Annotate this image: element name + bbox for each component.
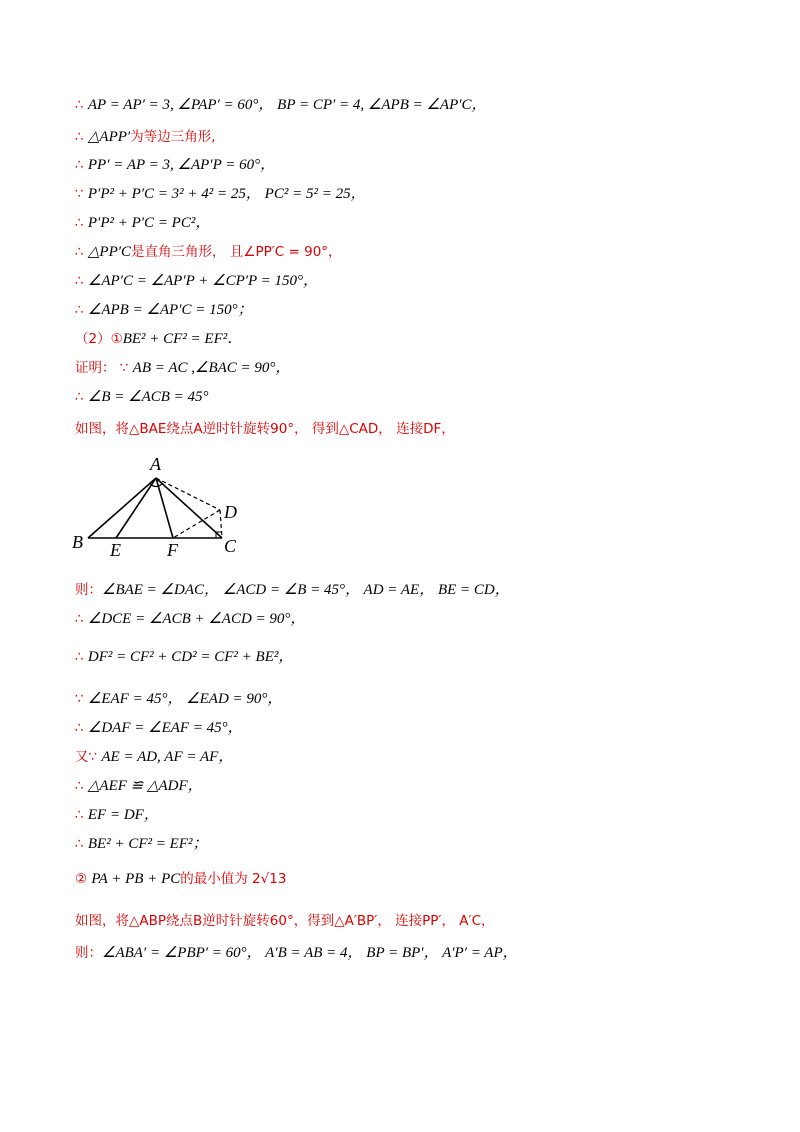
proof-line-8 — [75, 297, 253, 323]
proof-line-10 — [75, 355, 290, 381]
proof-text: △BAE绕点A逆时针旋转90°， 得到△CAD， 连接DF， — [129, 421, 455, 437]
segment-ad — [156, 478, 220, 510]
proof-math: P′P² + P′C = 3² + 4² = 25， PC² = 5² = 25， — [87, 186, 366, 202]
therefore-symbol: ∴ — [75, 157, 88, 173]
proof-line-20 — [75, 802, 159, 828]
proof-math: BE² + CF² = EF²． — [122, 331, 243, 347]
proof-text: 则： — [75, 945, 102, 961]
proof-line-7 — [75, 268, 318, 294]
proof-text: 如图，将 — [75, 913, 129, 929]
proof-line-4 — [75, 181, 366, 207]
proof-text: 如图，将 — [75, 421, 129, 437]
proof-math: ∠B = ∠ACB = 45° — [87, 389, 209, 405]
proof-line-3 — [75, 152, 275, 178]
part-label: （2）① — [75, 331, 123, 347]
proof-text: 是直角三角形， 且∠PP′C = 90°， — [131, 244, 342, 260]
proof-line-17 — [75, 715, 243, 741]
proof-line-6 — [75, 239, 342, 265]
part-label: ② — [75, 871, 92, 887]
proof-line-18 — [75, 744, 233, 770]
proof-math: ∠AP′C = ∠AP′P + ∠CP′P = 150°， — [87, 273, 319, 289]
proof-math: △PP′C — [87, 244, 132, 260]
therefore-symbol: ∴ — [75, 244, 88, 260]
proof-math: ∠DCE = ∠ACB + ∠ACD = 90°， — [87, 611, 306, 627]
therefore-symbol: ∴ — [75, 273, 88, 289]
proof-math: P′P² + P′C = PC²， — [87, 215, 211, 231]
proof-math: △AEF ≌ △ADF， — [87, 778, 203, 794]
label-d: D — [224, 502, 237, 522]
proof-line-11 — [75, 384, 209, 410]
proof-line-2 — [75, 124, 216, 150]
therefore-symbol: ∴ — [75, 389, 88, 405]
proof-math: ∠ABA′ = ∠PBP′ = 60°， A′B = AB = 4， BP = BP′， A′P′ = AP， — [102, 945, 518, 961]
proof-line-21 — [75, 831, 207, 857]
proof-math: AP = AP′ = 3, ∠PAP′ = 60°， BP = CP′ = 4, ∠APB = ∠AP′C， — [87, 97, 487, 113]
proof-math: AB = AC ,∠BAC = 90°， — [132, 360, 291, 376]
proof-line-1 — [75, 92, 487, 118]
label-b: B — [72, 532, 83, 552]
proof-math: DF² = CF² + CD² = CF² + BE²， — [87, 649, 294, 665]
proof-line-14 — [75, 606, 305, 632]
proof-text: 为等边三角形, — [130, 129, 216, 145]
proof-line-5 — [75, 210, 210, 236]
proof-math: ∠EAF = 45°， ∠EAD = 90°， — [87, 691, 283, 707]
proof-line-16 — [75, 686, 282, 712]
proof-line-12 — [75, 416, 455, 442]
geometry-figure — [66, 452, 256, 564]
proof-line-24 — [75, 940, 518, 966]
proof-line-9 — [75, 326, 242, 352]
therefore-symbol: ∴ — [75, 720, 88, 736]
proof-text: 的最小值为 2√13 — [180, 871, 287, 887]
label-f: F — [167, 540, 178, 560]
label-c: C — [224, 536, 237, 556]
therefore-symbol: ∴ — [75, 215, 88, 231]
proof-math: ∠BAE = ∠DAC， ∠ACD = ∠B = 45°， AD = AE， BE = CD， — [102, 582, 510, 598]
label-a: A — [150, 454, 161, 474]
proof-line-19 — [75, 773, 203, 799]
proof-line-23 — [75, 908, 495, 934]
segment-cd — [220, 510, 222, 538]
proof-line-22 — [75, 866, 286, 892]
proof-math: PP′ = AP = 3, ∠AP′P = 60°， — [87, 157, 276, 173]
proof-text: △ABP绕点B逆时针旋转60°，得到△A′BP′， 连接PP′， A′C， — [129, 913, 495, 929]
therefore-symbol: ∴ — [75, 302, 88, 318]
therefore-symbol: ∴ — [75, 836, 88, 852]
proof-math: ∠DAF = ∠EAF = 45°， — [87, 720, 243, 736]
proof-math: ∠APB = ∠AP′C = 150°； — [87, 302, 253, 318]
also-because-label: 又∵ — [75, 749, 102, 765]
therefore-symbol: ∴ — [75, 611, 88, 627]
proof-text: 则： — [75, 582, 102, 598]
proof-math: PA + PB + PC — [91, 871, 181, 887]
proof-math: △APP′ — [87, 129, 131, 145]
label-e: E — [110, 540, 121, 560]
because-symbol: ∵ — [75, 691, 88, 707]
therefore-symbol: ∴ — [75, 129, 88, 145]
proof-line-13 — [75, 577, 510, 603]
proof-label: 证明： ∵ — [75, 360, 133, 376]
proof-math: AE = AD, AF = AF， — [101, 749, 234, 765]
because-symbol: ∵ — [75, 186, 88, 202]
proof-math: BE² + CF² = EF²； — [87, 836, 208, 852]
therefore-symbol: ∴ — [75, 649, 88, 665]
therefore-symbol: ∴ — [75, 97, 88, 113]
proof-line-15 — [75, 644, 293, 670]
therefore-symbol: ∴ — [75, 807, 88, 823]
therefore-symbol: ∴ — [75, 778, 88, 794]
segment-af — [156, 478, 173, 538]
proof-math: EF = DF， — [87, 807, 159, 823]
